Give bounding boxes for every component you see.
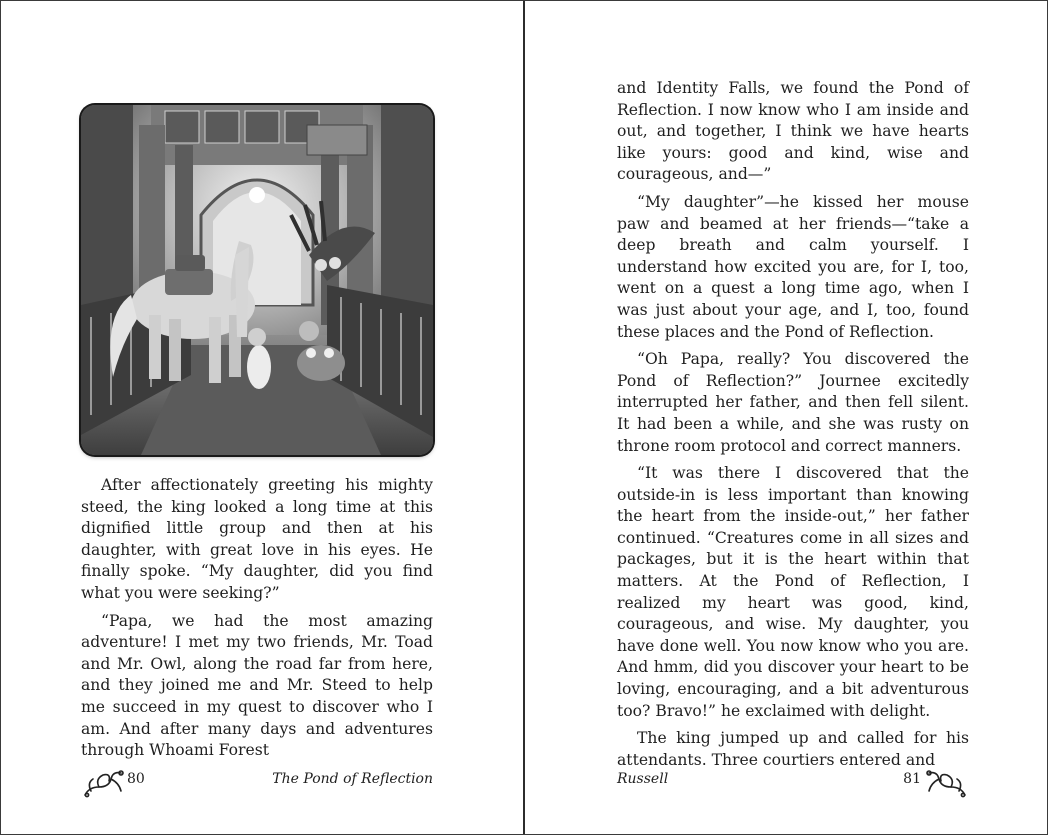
paragraph: “It was there I discovered that the outside-in is less important than knowing the heart from the inside-out,” her father continued. “Creatures come in all sizes and packages, but it is the heart within that matters. At the Pond of Reflection, I realized my heart was good, kind, courageous, and wise. My daughter, you have done well. You now know who you are. And hmm, did you discover your heart to be loving, encouraging, and a bit adventurous too? Bravo!” he exclaimed with delight. — [617, 464, 969, 720]
paragraph: “Oh Papa, really? You discovered the Pond of Reflection?” Journee excitedly interrupted her father, and then fell silent. It had been a while, and she was rusty on throne room protocol and correct manners. — [617, 350, 969, 455]
left-page-footer — [81, 765, 433, 801]
paragraph: After affectionately greeting his mighty steed, the king looked a long time at this dignified little group and then at his daughter, with great love in his eyes. He finally spoke. “My daughter, did you find what you were seeking?” — [81, 476, 433, 602]
right-page-footer — [617, 765, 969, 801]
paragraph-continued: and Identity Falls, we found the Pond of Reflection. I now know who I am inside and out, and together, I think we have hearts like yours: good and kind, wise and courageous, and—” — [617, 79, 969, 184]
paragraph: “My daughter”—he kissed her mouse paw and beamed at her friends—“take a deep breath and calm yourself. I understand how excited you are, for I, too, went on a quest a long time ago, when I was just about your age, and I, too, found these places and the Pond of Reflection. — [617, 192, 969, 341]
floral-flourish-icon — [925, 765, 969, 799]
paragraph: The king jumped up and called for his attendants. Three courtiers entered and — [617, 729, 969, 769]
floral-flourish-icon — [81, 765, 125, 799]
running-title: Russell — [617, 771, 669, 787]
left-page — [1, 1, 523, 834]
running-title: The Pond of Reflection — [272, 771, 433, 787]
right-page — [525, 1, 1047, 834]
illustration-icon — [81, 105, 433, 455]
illustration — [81, 105, 433, 455]
left-page-text — [81, 475, 433, 768]
paragraph: “Papa, we had the most amazing adventure! I met my two friends, Mr. Toad and Mr. Owl, along the road far from here, and they joined me and Mr. Steed to help me succeed in my quest to discover who I am. And after many days and adventures through Whoami Forest — [81, 611, 433, 760]
page-number: 80 — [127, 771, 145, 787]
page-number: 81 — [903, 771, 921, 787]
right-page-text — [617, 78, 969, 777]
